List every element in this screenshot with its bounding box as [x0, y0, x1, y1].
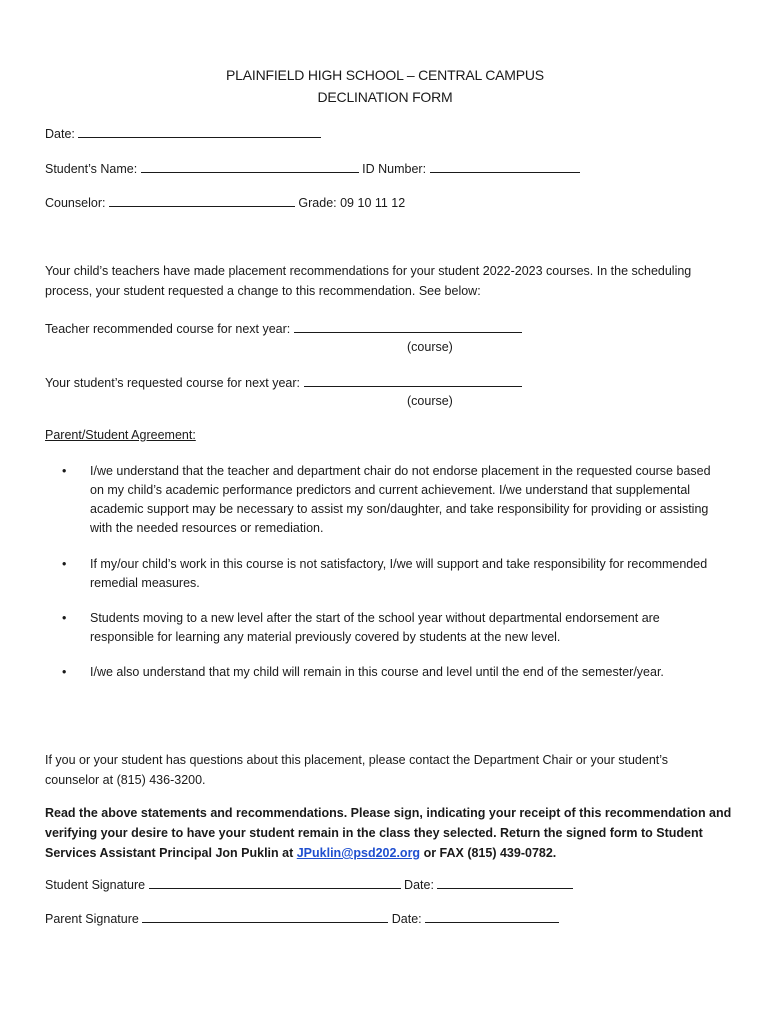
teacher-course-row: [45, 321, 522, 336]
student-course-label: Your student’s requested course for next year:: [45, 376, 301, 390]
intro-paragraph: [45, 262, 725, 301]
form-title-school: PLAINFIELD HIGH SCHOOL – CENTRAL CAMPUS: [226, 67, 544, 83]
agreement-item-3: [62, 609, 722, 647]
parent-signature-field[interactable]: [142, 911, 388, 923]
student-name-label: Student’s Name:: [45, 162, 138, 176]
agreement-item-text: I/we understand that the teacher and department chair do not endorse placement in the requested course based on my child’s academic performance predictors and current achievement. I/we understand that supplemental academic support may be necessary to assist my son/daughter, and take responsibility for providing or assisting with the needed resources or remediation.: [90, 464, 711, 535]
student-signature-date-field[interactable]: [437, 877, 573, 889]
form-title-declination: DECLINATION FORM: [317, 89, 453, 105]
id-number-label: ID Number:: [362, 162, 427, 176]
instructions-text-after: or FAX (815) 439-0782.: [423, 846, 557, 860]
agreement-item-1: [62, 462, 722, 538]
agreement-heading: Parent/Student Agreement:: [45, 428, 196, 442]
intro-year: 2022-2023: [482, 264, 543, 278]
student-signature-date-label: Date:: [404, 878, 434, 892]
student-signature-field[interactable]: [149, 877, 401, 889]
student-name-field[interactable]: [141, 161, 359, 173]
instructions-paragraph: [45, 803, 735, 863]
teacher-course-sublabel: (course): [407, 340, 453, 354]
parent-signature-date-field[interactable]: [425, 911, 559, 923]
parent-signature-row: [45, 911, 559, 926]
agreement-item-4: [62, 663, 722, 701]
grade-options: Grade: 09 10 11 12: [298, 196, 406, 210]
intro-text-after: courses. In the scheduling process, your student requested a change to this recommendation. See below:: [45, 264, 692, 298]
id-number-field[interactable]: [430, 161, 580, 173]
date-field[interactable]: [78, 126, 321, 138]
agreement-item-text: Students moving to a new level after the start of the school year without departmental endorsement are responsible for learning any material previously covered by students at the new level.: [90, 611, 660, 644]
counselor-row: [45, 195, 405, 210]
parent-signature-date-label: Date:: [391, 912, 422, 926]
date-row: [45, 126, 321, 141]
counselor-field[interactable]: [109, 195, 295, 207]
bullet-icon: •: [62, 611, 67, 625]
agreement-item-text: If my/our child’s work in this course is not satisfactory, I/we will support and take responsibility for recommended remedial measures.: [90, 557, 708, 590]
instructions-text-before: Read the above statements and recommendations. Please sign, indicating your receipt of this recommendation and verifying your desire to have your student remain in the class they selected. Return the signed form to Student Services Assistant Principal Jon Puklin at: [45, 806, 732, 860]
agreement-item-text: I/we also understand that my child will remain in this course and level until the end of the semester/year.: [90, 665, 664, 679]
email-link[interactable]: JPuklin@psd202.org: [296, 846, 421, 860]
contact-paragraph: If you or your student has questions about this placement, please contact the Department Chair or your student’s counselor at (815) 436-3200.: [45, 753, 669, 787]
teacher-course-label: Teacher recommended course for next year:: [45, 322, 291, 336]
counselor-label: Counselor:: [45, 196, 106, 210]
intro-text-before: Your child’s teachers have made placement recommendations for your student: [45, 264, 480, 278]
teacher-course-field[interactable]: [294, 321, 522, 333]
parent-signature-label: Parent Signature: [45, 912, 139, 926]
student-signature-label: Student Signature: [45, 878, 146, 892]
bullet-icon: •: [62, 557, 67, 571]
bullet-icon: •: [62, 665, 67, 679]
date-label: Date:: [45, 127, 75, 141]
agreement-item-2: [62, 555, 722, 593]
student-course-sublabel: (course): [407, 394, 453, 408]
student-name-row: [45, 161, 580, 176]
student-course-row: [45, 375, 522, 390]
bullet-icon: •: [62, 464, 67, 478]
student-course-field[interactable]: [304, 375, 522, 387]
student-signature-row: [45, 877, 573, 892]
